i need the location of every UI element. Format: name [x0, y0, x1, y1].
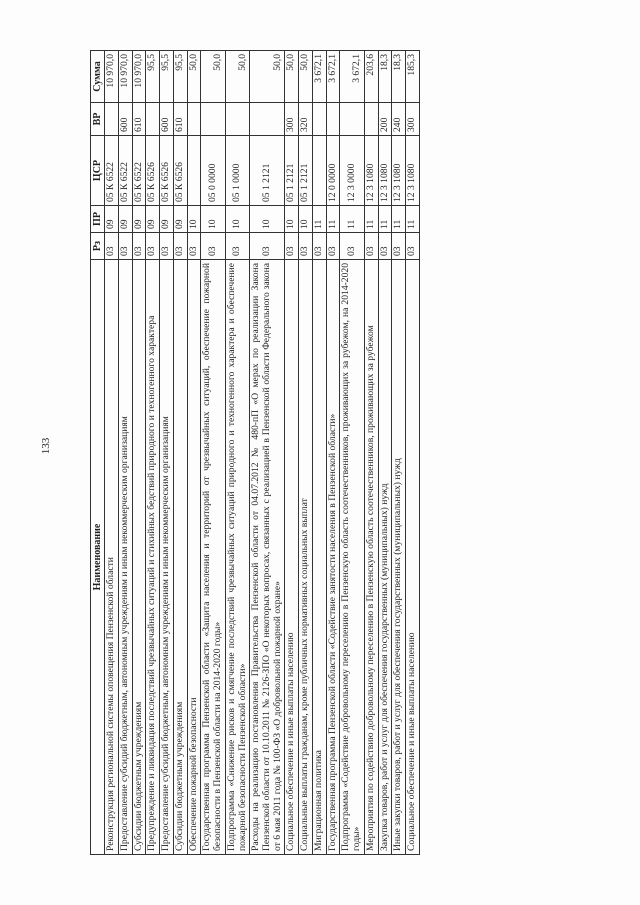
cell-vr: 610	[132, 103, 146, 136]
table-row	[201, 51, 225, 855]
table-row	[118, 51, 132, 855]
cell-pr: 10	[285, 206, 299, 233]
cell-rz: 03	[187, 233, 201, 260]
cell-sum: 18,3	[392, 51, 406, 103]
cell-csr: 05 1 2121	[299, 136, 313, 206]
cell-sum: 50,0	[225, 51, 249, 103]
budget-table	[90, 50, 420, 855]
cell-rz: 03	[173, 233, 187, 260]
cell-csr: 05 К 6522	[118, 136, 132, 206]
cell-pr: 09	[173, 206, 187, 233]
cell-vr	[225, 103, 249, 136]
cell-pr: 09	[105, 206, 119, 233]
cell-rz: 03	[105, 233, 119, 260]
cell-name: Мероприятия по содействию добровольному переселению в Пензенскую область соотечественников, проживающих за рубежом	[364, 260, 378, 855]
cell-csr: 12 3 1080	[378, 136, 392, 206]
cell-vr	[187, 103, 201, 136]
cell-sum: 95,5	[160, 51, 174, 103]
cell-name: Предоставление субсидий бюджетным, автономным учреждениям и иным некоммерческим организациям	[160, 260, 174, 855]
cell-pr: 10	[225, 206, 249, 233]
cell-name: Государственная программа Пензенской области «Защита населения и территорий от чрезвычайных ситуаций, обеспечение пожарной безопасности в Пензенской области на 2014-2020 годы»	[201, 260, 225, 855]
cell-pr: 11	[340, 206, 364, 233]
table-row	[312, 51, 326, 855]
cell-sum: 50,0	[285, 51, 299, 103]
table-row	[299, 51, 313, 855]
cell-csr: 05 1 2121	[250, 136, 285, 206]
cell-name: Предупреждение и ликвидация последствий чрезвычайных ситуаций и стихийных бедствий природного и техногенного характера	[146, 260, 160, 855]
cell-rz: 03	[312, 233, 326, 260]
cell-rz: 03	[201, 233, 225, 260]
cell-pr: 11	[326, 206, 340, 233]
cell-name: Подпрограмма «Содействие добровольному переселению в Пензенскую область соотечественников, проживающих за рубежом, на 2014-2020 годы»	[340, 260, 364, 855]
cell-vr: 600	[118, 103, 132, 136]
cell-sum: 50,0	[299, 51, 313, 103]
cell-pr: 11	[392, 206, 406, 233]
cell-csr: 05 1 0000	[225, 136, 249, 206]
header-name: Наименование	[91, 260, 105, 855]
cell-name: Субсидии бюджетным учреждениям	[132, 260, 146, 855]
cell-csr: 12 3 0000	[340, 136, 364, 206]
table-row	[132, 51, 146, 855]
cell-sum: 3 672,1	[312, 51, 326, 103]
table-row	[285, 51, 299, 855]
cell-pr: 10	[250, 206, 285, 233]
header-row	[91, 51, 105, 855]
table-row	[187, 51, 201, 855]
cell-name: Обеспечение пожарной безопасности	[187, 260, 201, 855]
cell-rz: 03	[225, 233, 249, 260]
cell-name: Предоставление субсидий бюджетным, автономным учреждениям и иным некоммерческим организациям	[118, 260, 132, 855]
cell-name: Реконструкция региональной системы оповещения Пензенской области	[105, 260, 119, 855]
cell-vr	[364, 103, 378, 136]
cell-csr: 05 1 2121	[285, 136, 299, 206]
cell-pr: 10	[299, 206, 313, 233]
cell-sum: 50,0	[250, 51, 285, 103]
cell-rz: 03	[285, 233, 299, 260]
cell-vr	[105, 103, 119, 136]
cell-vr: 320	[299, 103, 313, 136]
cell-name: Миграционная политика	[312, 260, 326, 855]
table-row	[392, 51, 406, 855]
cell-rz: 03	[160, 233, 174, 260]
cell-csr: 12 3 1080	[392, 136, 406, 206]
cell-name: Государственная программа Пензенской области «Содействие занятости населения в Пензенской области»	[326, 260, 340, 855]
cell-csr: 12 3 1080	[406, 136, 420, 206]
header-vr: ВР	[91, 103, 105, 136]
cell-name: Социальное обеспечение и иные выплаты населению	[285, 260, 299, 855]
cell-vr	[146, 103, 160, 136]
cell-csr: 05 К 6522	[105, 136, 119, 206]
cell-rz: 03	[364, 233, 378, 260]
cell-pr: 11	[406, 206, 420, 233]
cell-csr: 05 К 6526	[173, 136, 187, 206]
table-row	[160, 51, 174, 855]
cell-rz: 03	[378, 233, 392, 260]
cell-name: Иные закупки товаров, работ и услуг для обеспечения государственных (муниципальных) нужд	[392, 260, 406, 855]
cell-csr: 05 К 6526	[146, 136, 160, 206]
cell-pr: 09	[132, 206, 146, 233]
cell-sum: 18,3	[378, 51, 392, 103]
header-rz: Рз	[91, 233, 105, 260]
cell-vr: 600	[160, 103, 174, 136]
cell-pr: 11	[378, 206, 392, 233]
cell-csr	[187, 136, 201, 206]
cell-sum: 95,5	[173, 51, 187, 103]
cell-vr	[201, 103, 225, 136]
cell-pr: 09	[146, 206, 160, 233]
cell-sum: 10 970,0	[105, 51, 119, 103]
cell-pr: 11	[312, 206, 326, 233]
cell-sum: 3 672,1	[326, 51, 340, 103]
header-sum: Сумма	[91, 51, 105, 103]
header-csr: ЦСР	[91, 136, 105, 206]
cell-rz: 03	[392, 233, 406, 260]
cell-vr	[250, 103, 285, 136]
cell-csr: 12 3 1080	[364, 136, 378, 206]
cell-pr: 11	[364, 206, 378, 233]
cell-sum: 10 970,0	[132, 51, 146, 103]
page-number: 133	[40, 437, 52, 455]
table-row	[225, 51, 249, 855]
cell-name: Подпрограмма «Снижение рисков и смягчение последствий чрезвычайных ситуаций природного и техногенного характера и обеспечение пожарной безопасности Пензенской области»	[225, 260, 249, 855]
cell-name: Социальные выплаты гражданам, кроме публичных нормативных социальных выплат	[299, 260, 313, 855]
cell-sum: 95,5	[146, 51, 160, 103]
cell-pr: 09	[160, 206, 174, 233]
cell-csr: 05 К 6522	[132, 136, 146, 206]
cell-name: Закупка товаров, работ и услуг для обеспечения государственных (муниципальных) нужд	[378, 260, 392, 855]
cell-vr	[340, 103, 364, 136]
cell-rz: 03	[406, 233, 420, 260]
cell-name: Субсидии бюджетным учреждениям	[173, 260, 187, 855]
cell-csr	[312, 136, 326, 206]
cell-rz: 03	[132, 233, 146, 260]
header-pr: ПР	[91, 206, 105, 233]
cell-rz: 03	[118, 233, 132, 260]
cell-sum: 185,3	[406, 51, 420, 103]
table-row	[173, 51, 187, 855]
cell-rz: 03	[299, 233, 313, 260]
table-row	[250, 51, 285, 855]
rotated-page	[90, 51, 560, 855]
cell-csr: 05 0 0000	[201, 136, 225, 206]
table-row	[364, 51, 378, 855]
cell-name: Расходы на реализацию постановления Правительства Пензенской области от 04.07.2012 № 480-пП «О мерах по реализации Закона Пензенской области от 10.10.2011 № 2126-ЗПО «О некоторых вопросах, связанных с реализацией в Пензенской области Федерального закона от 6 мая 2011 года № 100-ФЗ «О добровольной пожарной охране»	[250, 260, 285, 855]
table-row	[340, 51, 364, 855]
table-row	[406, 51, 420, 855]
cell-vr	[312, 103, 326, 136]
cell-sum: 50,0	[201, 51, 225, 103]
table-row	[105, 51, 119, 855]
cell-rz: 03	[326, 233, 340, 260]
cell-name: Социальное обеспечение и иные выплаты населению	[406, 260, 420, 855]
table-row	[326, 51, 340, 855]
cell-vr: 610	[173, 103, 187, 136]
cell-vr: 200	[378, 103, 392, 136]
cell-pr: 10	[201, 206, 225, 233]
cell-rz: 03	[250, 233, 285, 260]
cell-pr: 09	[118, 206, 132, 233]
cell-csr: 05 К 6526	[160, 136, 174, 206]
cell-sum: 10 970,0	[118, 51, 132, 103]
cell-sum: 3 672,1	[340, 51, 364, 103]
cell-pr: 10	[187, 206, 201, 233]
cell-vr: 300	[285, 103, 299, 136]
cell-rz: 03	[340, 233, 364, 260]
cell-rz: 03	[146, 233, 160, 260]
table-row	[378, 51, 392, 855]
cell-csr: 12 0 0000	[326, 136, 340, 206]
cell-vr: 300	[406, 103, 420, 136]
cell-vr: 240	[392, 103, 406, 136]
table-row	[146, 51, 160, 855]
cell-sum: 50,0	[187, 51, 201, 103]
cell-sum: 203,6	[364, 51, 378, 103]
cell-vr	[326, 103, 340, 136]
